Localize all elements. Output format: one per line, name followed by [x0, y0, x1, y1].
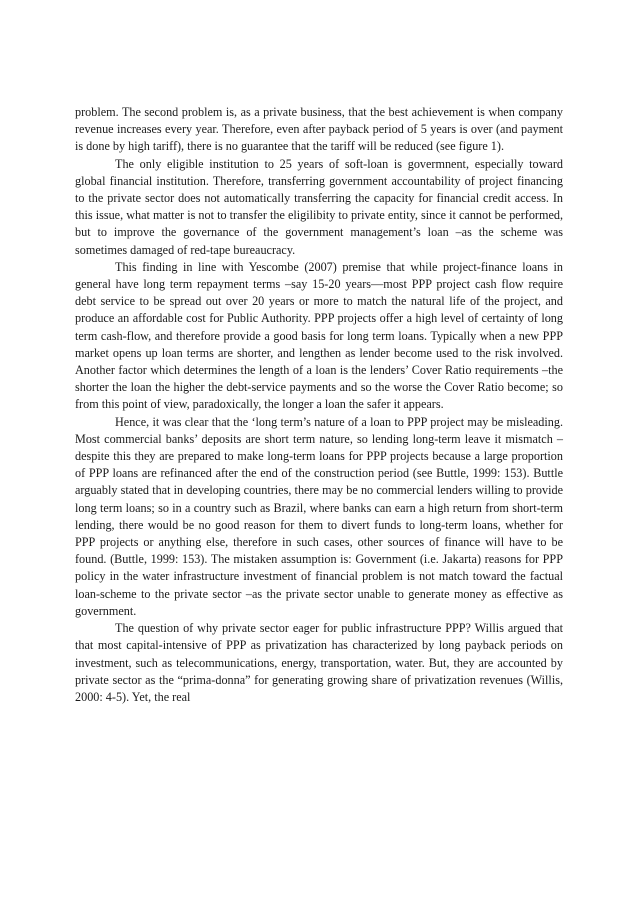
paragraph-continued: problem. The second problem is, as a private business, that the best achievement is when company revenue increases every year. Therefore, even after payback period of 5 years is over (and payment is done by high tariff), there is no guarantee that the tariff will be reduced (see figure 1). [75, 105, 563, 154]
paragraph-private-sector: The question of why private sector eager for public infrastructure PPP? Willis argued that that most capital-intensive of PPP as privatization has characterized by long payback periods on investment, such as telecommunications, energy, transportation, water. But, they are accounted by private sector as the “prima-donna” for generating growing share of privatization revenues (Willis, 2000: 4-5). Yet, the real [75, 621, 563, 704]
body-text [75, 104, 563, 706]
paragraph-long-term-loans: Hence, it was clear that the ‘long term’s nature of a loan to PPP project may be misleading. Most commercial banks’ deposits are short term nature, so lending long-term leave it mismatch –despite this they are prepared to make long-term loans for PPP projects because a large proportion of PPP loans are refinanced after the end of the construction period (see Buttle, 1999: 153). Buttle arguably stated that in developing countries, there may be no commercial lenders willing to provide long term loans; so in a country such as Brazil, where banks can earn a high return from short-term lending, there would be no good reason for them to divert funds to long-term loans, whether for PPP projects or anything else, therefore in such cases, other sources of finance will have to be found. (Buttle, 1999: 153). The mistaken assumption is: Government (i.e. Jakarta) reasons for PPP policy in the water infrastructure investment of financial problem is not match toward the factual loan-scheme to the private sector –as the private sector unable to generate money as effective as government. [75, 414, 563, 618]
paragraph-yescombe: This finding in line with Yescombe (2007) premise that while project-finance loans in general have long term repayment terms –say 15-20 years—most PPP project cash flow require debt service to be spread out over 20 years or more to match the natural life of the project, and produce an affordable cost for Public Authority. PPP projects offer a high level of certainty of long term cash-flow, and therefore provide a good basis for long term loans. Typically when a new PPP market opens up loan terms are shorter, and lengthen as lender become used to the risk involved. Another factor which determines the length of a loan is the lenders’ Cover Ratio requirements –the shorter the loan the higher the debt-service payments and so the worse the Cover Ratio become; so from this point of view, paradoxically, the longer a loan the safer it appears. [75, 259, 563, 412]
paragraph-soft-loan: The only eligible institution to 25 years of soft-loan is govermnent, especially toward global financial institution. Therefore, transferring government accountability of project financing to the private sector does not automatically transferring the capacity for financial credit access. In this issue, what matter is not to transfer the eligilibity to private entity, since it cannot be performed, but to improve the governance of the government management’s loan –as the scheme was sometimes damaged of red-tape bureaucracy. [75, 156, 563, 257]
